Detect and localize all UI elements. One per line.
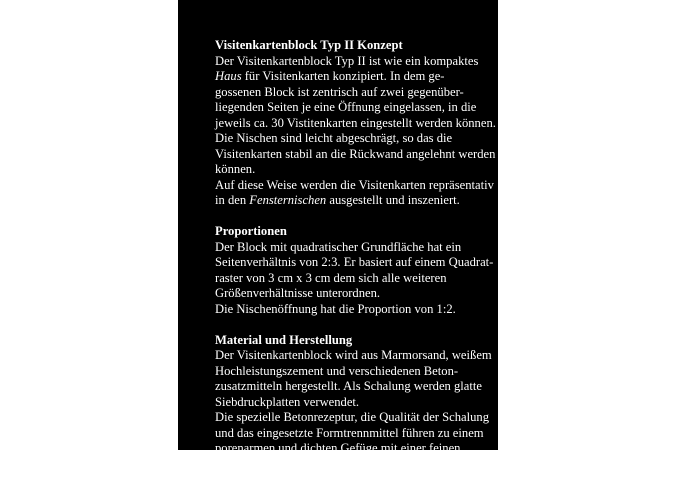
- text-segment: Auf diese Weise werden die Visitenkarten repräsentativ: [215, 177, 494, 192]
- section-heading: Proportionen: [215, 224, 287, 238]
- text-line: [215, 426, 495, 442]
- text-line: [215, 85, 495, 101]
- text-segment: Der Visitenkartenblock wird aus Marmorsand, weißem: [215, 348, 492, 362]
- text-line: [215, 395, 495, 411]
- text-segment: Seitenverhältnis von 2:3. Er basiert auf einem Quadrat-: [215, 255, 494, 269]
- text-line: [215, 178, 495, 194]
- text-segment: Der Block mit quadratischer Grundfläche hat ein: [215, 239, 462, 254]
- text-line: [215, 147, 495, 163]
- text-segment: jeweils ca. 30 Vistitenkarten eingestellt werden können.: [215, 115, 496, 130]
- text-segment: Die Nischen sind leicht abgeschrägt, so das die: [215, 131, 453, 145]
- text-segment: Visitenkarten stabil an die Rückwand angelehnt werden: [215, 146, 496, 161]
- text-segment: können.: [215, 162, 256, 176]
- text-segment: raster von 3 cm x 3 cm dem sich alle weiteren: [215, 270, 447, 285]
- text-line: [215, 286, 495, 302]
- text-segment: Der Visitenkartenblock Typ II ist wie ein kompaktes: [215, 53, 479, 68]
- text-segment: für Visitenkarten konzipiert. In dem ge-: [241, 69, 445, 83]
- italic-text: Haus: [215, 69, 242, 83]
- text-line: [215, 348, 495, 364]
- text-segment: Hochleistungszement und verschiedenen Beton-: [215, 363, 459, 378]
- text-line: [215, 69, 495, 85]
- text-line: [215, 100, 495, 116]
- text-line: [215, 54, 495, 70]
- text-segment: Größenverhältnisse unterordnen.: [215, 286, 381, 300]
- text-segment: ausgestellt und inszeniert.: [326, 193, 460, 207]
- text-segment: Oberflächenqualität.: [215, 456, 319, 471]
- text-segment: porenarmen und dichten Gefüge mit einer feinen: [215, 441, 461, 455]
- text-section: [215, 224, 495, 317]
- text-line: [215, 472, 495, 488]
- text-segment: zusatzmitteln hergestellt. Als Schalung werden glatte: [215, 379, 482, 393]
- text-section: [215, 38, 495, 209]
- text-segment: Das Material wird höchsten Anforderungen bezüglich: [215, 472, 487, 486]
- text-line: [215, 162, 495, 178]
- text-line: [215, 271, 495, 287]
- text-line: [215, 302, 495, 318]
- text-line: [215, 410, 495, 426]
- text-line: [215, 131, 495, 147]
- document-page: [178, 0, 498, 486]
- text-line: [215, 441, 495, 457]
- text-segment: Die Nischenöffnung hat die Proportion von 1:2.: [215, 301, 456, 316]
- text-segment: in den: [215, 193, 250, 207]
- text-line: [215, 240, 495, 256]
- text-line: [215, 116, 495, 132]
- document-text: [215, 38, 495, 503]
- text-line: [215, 379, 495, 395]
- text-line: [215, 364, 495, 380]
- section-heading: Material und Herstellung: [215, 332, 353, 347]
- text-segment: gossenen Block ist zentrisch auf zwei gegenüber-: [215, 84, 464, 99]
- text-segment: liegenden Seiten je eine Öffnung eingelassen, in die: [215, 100, 477, 114]
- section-heading: Visitenkartenblock Typ II Konzept: [215, 38, 403, 52]
- italic-text: Fensternischen: [249, 193, 327, 207]
- text-segment: Siebdruckplatten verwendet.: [215, 394, 360, 409]
- text-segment: Die spezielle Betonrezeptur, die Qualität der Schalung: [215, 410, 490, 424]
- text-segment: und das eingesetzte Formtrennmittel führen zu einem: [215, 425, 484, 440]
- text-section: [215, 333, 495, 488]
- text-line: [215, 193, 495, 209]
- text-line: [215, 255, 495, 271]
- text-line: [215, 457, 495, 473]
